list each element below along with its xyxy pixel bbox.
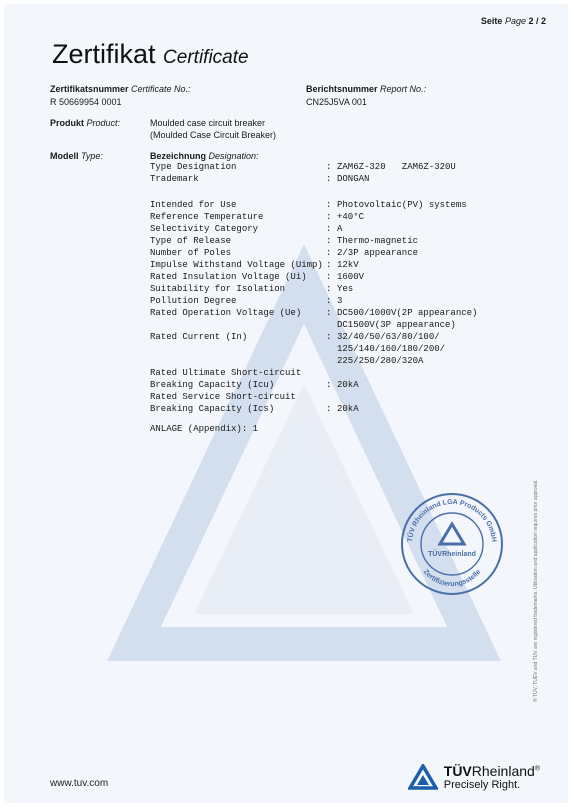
- model-label: Modell Type:: [50, 151, 103, 161]
- brand-tagline: Precisely Right.: [443, 779, 521, 791]
- spec-value: Thermo-magnetic: [337, 236, 419, 246]
- spec-key: Pollution Degree: [150, 296, 237, 306]
- spec-value: 2/3P appearance: [337, 248, 419, 258]
- page-indicator: Seite Page 2 / 2: [480, 16, 546, 26]
- spec-key: Breaking Capacity (Ics): [150, 404, 275, 414]
- spec-value: A: [337, 224, 343, 234]
- spec-key: Breaking Capacity (Icu): [150, 380, 275, 390]
- spec-colon: :: [326, 308, 332, 318]
- certificate-no-value: R 50669954 0001: [50, 97, 122, 107]
- tuv-triangle-icon: [408, 764, 438, 790]
- spec-value: +40°C: [337, 212, 365, 222]
- spec-colon: :: [326, 200, 332, 210]
- spec-colon: :: [326, 248, 332, 258]
- report-no-value: CN25J5VA 001: [306, 97, 367, 107]
- spec-value: 20kA: [337, 380, 359, 390]
- spec-value: Photovoltaic(PV) systems: [337, 200, 467, 210]
- spec-value: 32/40/50/63/80/100/: [337, 332, 440, 342]
- spec-colon: :: [326, 260, 332, 270]
- designation-label: Bezeichnung Designation:: [150, 151, 259, 161]
- spec-value: ZAM6Z-320 ZAM6Z-320U: [337, 162, 456, 172]
- spec-value: Yes: [337, 284, 354, 294]
- footer-url-link[interactable]: www.tuv.com: [50, 778, 109, 789]
- spec-key: Rated Insulation Voltage (Ui): [150, 272, 307, 282]
- spec-colon: :: [326, 212, 332, 222]
- spec-key: Number of Poles: [150, 248, 232, 258]
- stamp-center-text: TÜVRheinland: [428, 551, 476, 558]
- appendix-note: ANLAGE (Appendix): 1: [150, 424, 259, 434]
- stamp-ring-bottom: Zertifizierungsstelle: [421, 568, 483, 589]
- brand-logo: TÜVRheinland® Precisely Right.: [408, 763, 540, 791]
- spec-colon: :: [326, 380, 332, 390]
- title-de: Zertifikat: [52, 39, 156, 69]
- spec-value: DC500/1000V(2P appearance): [337, 308, 478, 318]
- certification-stamp-icon: [398, 490, 506, 598]
- spec-key: Reference Temperature: [150, 212, 264, 222]
- spec-key: Type of Release: [150, 236, 232, 246]
- spec-value: 1600V: [337, 272, 365, 282]
- spec-colon: :: [326, 272, 332, 282]
- spec-colon: :: [326, 284, 332, 294]
- spec-colon: :: [326, 162, 332, 172]
- spec-colon: :: [326, 224, 332, 234]
- spec-key: Trademark: [150, 174, 199, 184]
- spec-colon: :: [326, 404, 332, 414]
- spec-value: DC1500V(3P appearance): [337, 320, 456, 330]
- spec-key: Rated Current (In): [150, 332, 248, 342]
- page-title: [52, 38, 249, 74]
- product-line-2: (Moulded Case Circuit Breaker): [150, 130, 277, 140]
- spec-value: 225/250/280/320A: [337, 356, 424, 366]
- spec-colon: :: [326, 174, 332, 184]
- spec-key: Selectivity Category: [150, 224, 259, 234]
- svg-text:Zertifizierungsstelle: [422, 568, 483, 588]
- certificate-page: [4, 4, 568, 803]
- spec-key: Rated Operation Voltage (Ue): [150, 308, 302, 318]
- spec-key: Suitability for Isolation: [150, 284, 286, 294]
- report-no-label: Berichtsnummer Report No.:: [306, 84, 427, 94]
- title-en: Certificate: [163, 47, 249, 68]
- certificate-no-label: Zertifikatsnummer Certificate No.:: [50, 84, 191, 94]
- spec-key: Rated Service Short-circuit: [150, 392, 296, 402]
- side-trademark-note: ® TÜV, TUEV and TUV are registered trademarks. Utilisation and application requires prior approval.: [533, 479, 539, 702]
- spec-colon: :: [326, 296, 332, 306]
- spec-key: Rated Ultimate Short-circuit: [150, 368, 302, 378]
- spec-value: 125/140/160/180/200/: [337, 344, 446, 354]
- spec-value: 20kA: [337, 404, 359, 414]
- spec-colon: :: [326, 332, 332, 342]
- spec-value: DONGAN: [337, 174, 370, 184]
- spec-key: Intended for Use: [150, 200, 237, 210]
- spec-colon: :: [326, 236, 332, 246]
- product-line-1: Moulded case circuit breaker: [150, 118, 266, 128]
- spec-value: 12kV: [337, 260, 359, 270]
- stamp-ring-top: TÜV Rheinland LGA Products GmbH: [407, 498, 498, 543]
- spec-key: Type Designation: [150, 162, 237, 172]
- product-label: Produkt Product:: [50, 118, 121, 128]
- spec-key: Impulse Withstand Voltage (Uimp): [150, 260, 323, 270]
- spec-value: 3: [337, 296, 343, 306]
